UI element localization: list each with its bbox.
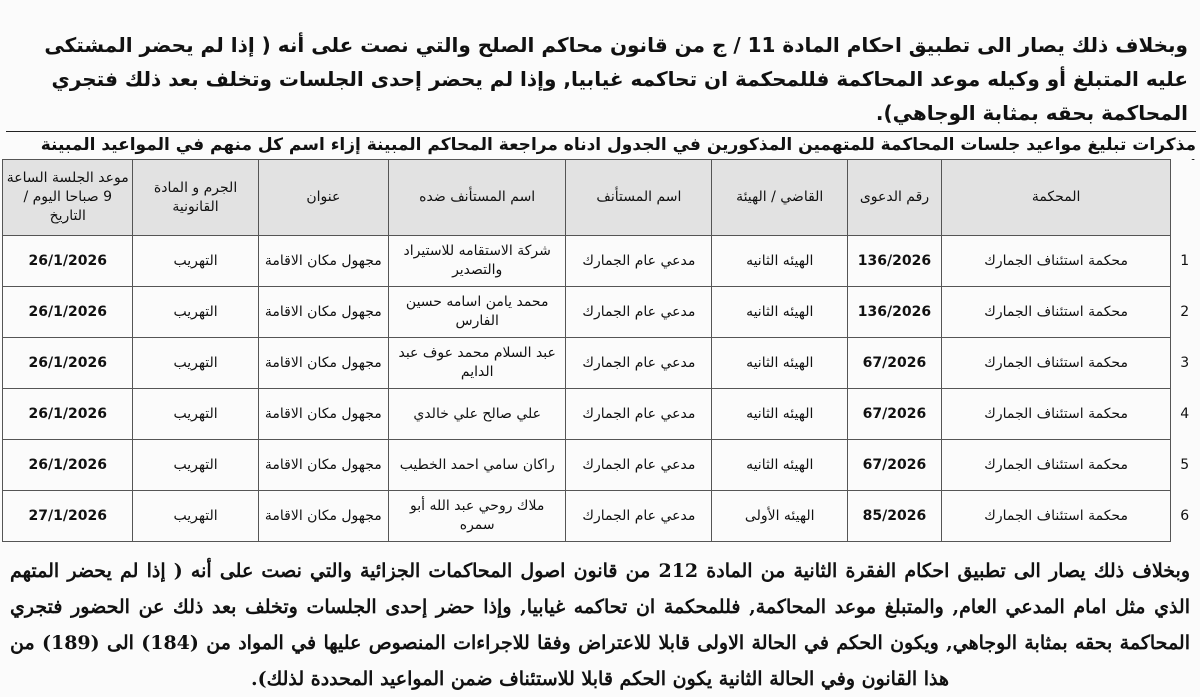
address-cell: مجهول مكان الاقامة bbox=[258, 491, 388, 542]
top-paragraph: وبخلاف ذلك يصار الى تطبيق احكام المادة 11 / ج من قانون محاكم الصلح والتي نصت على أنه ( إذا لم يحضر المشتكى عليه المتبلغ أو وكيله موعد المحاكمة فللمحكمة ان تحاكمه غيابيا, وإذا لم يحضر إحدى الجلسات وتخلف بعد ذلك فتجري المحاكمة بحقه بمثابة الوجاهي). bbox=[44, 33, 1188, 125]
appellant-cell: مدعي عام الجمارك bbox=[566, 440, 712, 491]
session-date-cell: 26/1/2026 bbox=[3, 389, 133, 440]
address-cell: مجهول مكان الاقامة bbox=[258, 338, 388, 389]
appellant-cell: مدعي عام الجمارك bbox=[566, 491, 712, 542]
row-index: 2 bbox=[1171, 287, 1198, 338]
judge-cell: الهيئه الثانيه bbox=[712, 287, 848, 338]
table-row bbox=[3, 440, 1199, 491]
header-respondent: اسم المستأنف ضده bbox=[389, 160, 566, 236]
header-appellant: اسم المستأنف bbox=[566, 160, 712, 236]
case-number-cell: 136/2026 bbox=[848, 236, 942, 287]
crime-cell: التهريب bbox=[133, 338, 258, 389]
row-index: 1 bbox=[1171, 236, 1198, 287]
judge-cell: الهيئه الأولى bbox=[712, 491, 848, 542]
judge-cell: الهيئه الثانيه bbox=[712, 236, 848, 287]
appellant-cell: مدعي عام الجمارك bbox=[566, 338, 712, 389]
court-cell: محكمة استئناف الجمارك bbox=[941, 491, 1171, 542]
session-date-cell: 26/1/2026 bbox=[3, 338, 133, 389]
row-index: 3 bbox=[1171, 338, 1198, 389]
row-index: 4 bbox=[1171, 389, 1198, 440]
crime-cell: التهريب bbox=[133, 287, 258, 338]
appellant-cell: مدعي عام الجمارك bbox=[566, 389, 712, 440]
table-row bbox=[3, 389, 1199, 440]
header-crime: الجرم و المادة القانونية bbox=[133, 160, 258, 236]
table-caption: مذكرات تبليغ مواعيد جلسات المحاكمة للمتهمين المذكورين في الجدول ادناه مراجعة المحاكم المبينة إزاء اسم كل منهم في المواعيد المبينة bbox=[6, 131, 1196, 184]
session-date-cell: 26/1/2026 bbox=[3, 236, 133, 287]
respondent-cell: علي صالح علي خالدي bbox=[389, 389, 566, 440]
respondent-cell: شركة الاستقامه للاستيراد والتصدير bbox=[389, 236, 566, 287]
respondent-cell: محمد يامن اسامه حسين الفارس bbox=[389, 287, 566, 338]
address-cell: مجهول مكان الاقامة bbox=[258, 389, 388, 440]
table-row bbox=[3, 287, 1199, 338]
case-number-cell: 67/2026 bbox=[848, 389, 942, 440]
court-cell: محكمة استئناف الجمارك bbox=[941, 287, 1171, 338]
address-cell: مجهول مكان الاقامة bbox=[258, 287, 388, 338]
header-court: المحكمة bbox=[941, 160, 1171, 236]
crime-cell: التهريب bbox=[133, 236, 258, 287]
judge-cell: الهيئه الثانيه bbox=[712, 338, 848, 389]
table-row bbox=[3, 338, 1199, 389]
sessions-table bbox=[2, 159, 1198, 542]
court-cell: محكمة استئناف الجمارك bbox=[941, 389, 1171, 440]
address-cell: مجهول مكان الاقامة bbox=[258, 236, 388, 287]
address-cell: مجهول مكان الاقامة bbox=[258, 440, 388, 491]
table-row bbox=[3, 236, 1199, 287]
crime-cell: التهريب bbox=[133, 440, 258, 491]
row-index: 6 bbox=[1171, 491, 1198, 542]
appellant-cell: مدعي عام الجمارك bbox=[566, 236, 712, 287]
crime-cell: التهريب bbox=[133, 491, 258, 542]
header-session-date: موعد الجلسة الساعة 9 صباحا اليوم / التاريخ bbox=[3, 160, 133, 236]
header-address: عنوان bbox=[258, 160, 388, 236]
table-row bbox=[3, 491, 1199, 542]
bottom-paragraph: وبخلاف ذلك يصار الى تطبيق احكام الفقرة الثانية من المادة 212 من قانون اصول المحاكمات الجزائية والتي نصت على أنه ( إذا لم يحضر المتهم الذي مثل امام المدعي العام, والمتبلغ موعد المحاكمة, فللمحكمة ان تحاكمه غيابيا, وإذا حضر إحدى الجلسات وتخلف بعد ذلك عن الحضور فتجري المحاكمة بحقه بمثابة الوجاهي, ويكون الحكم في الحالة الاولى قابلا للاعتراض وفقا للاجراءات المنصوص عليها في المواد من (184) الى (189) من هذا القانون وفي الحالة الثانية يكون الحكم قابلا للاستئناف ضمن المواعيد المحددة لذلك). bbox=[10, 560, 1191, 690]
case-number-cell: 136/2026 bbox=[848, 287, 942, 338]
judge-cell: الهيئه الثانيه bbox=[712, 440, 848, 491]
respondent-cell: ملاك روحي عبد الله أبو سمره bbox=[389, 491, 566, 542]
header-case-number: رقم الدعوى bbox=[848, 160, 942, 236]
table-header-row bbox=[3, 160, 1199, 236]
header-judge: القاضي / الهيئة bbox=[712, 160, 848, 236]
court-cell: محكمة استئناف الجمارك bbox=[941, 338, 1171, 389]
respondent-cell: عبد السلام محمد عوف عبد الدايم bbox=[389, 338, 566, 389]
case-number-cell: 67/2026 bbox=[848, 338, 942, 389]
session-date-cell: 26/1/2026 bbox=[3, 440, 133, 491]
header-index bbox=[1171, 160, 1198, 236]
row-index: 5 bbox=[1171, 440, 1198, 491]
case-number-cell: 85/2026 bbox=[848, 491, 942, 542]
case-number-cell: 67/2026 bbox=[848, 440, 942, 491]
crime-cell: التهريب bbox=[133, 389, 258, 440]
judge-cell: الهيئه الثانيه bbox=[712, 389, 848, 440]
session-date-cell: 26/1/2026 bbox=[3, 287, 133, 338]
court-cell: محكمة استئناف الجمارك bbox=[941, 440, 1171, 491]
session-date-cell: 27/1/2026 bbox=[3, 491, 133, 542]
appellant-cell: مدعي عام الجمارك bbox=[566, 287, 712, 338]
court-cell: محكمة استئناف الجمارك bbox=[941, 236, 1171, 287]
respondent-cell: راكان سامي احمد الخطيب bbox=[389, 440, 566, 491]
